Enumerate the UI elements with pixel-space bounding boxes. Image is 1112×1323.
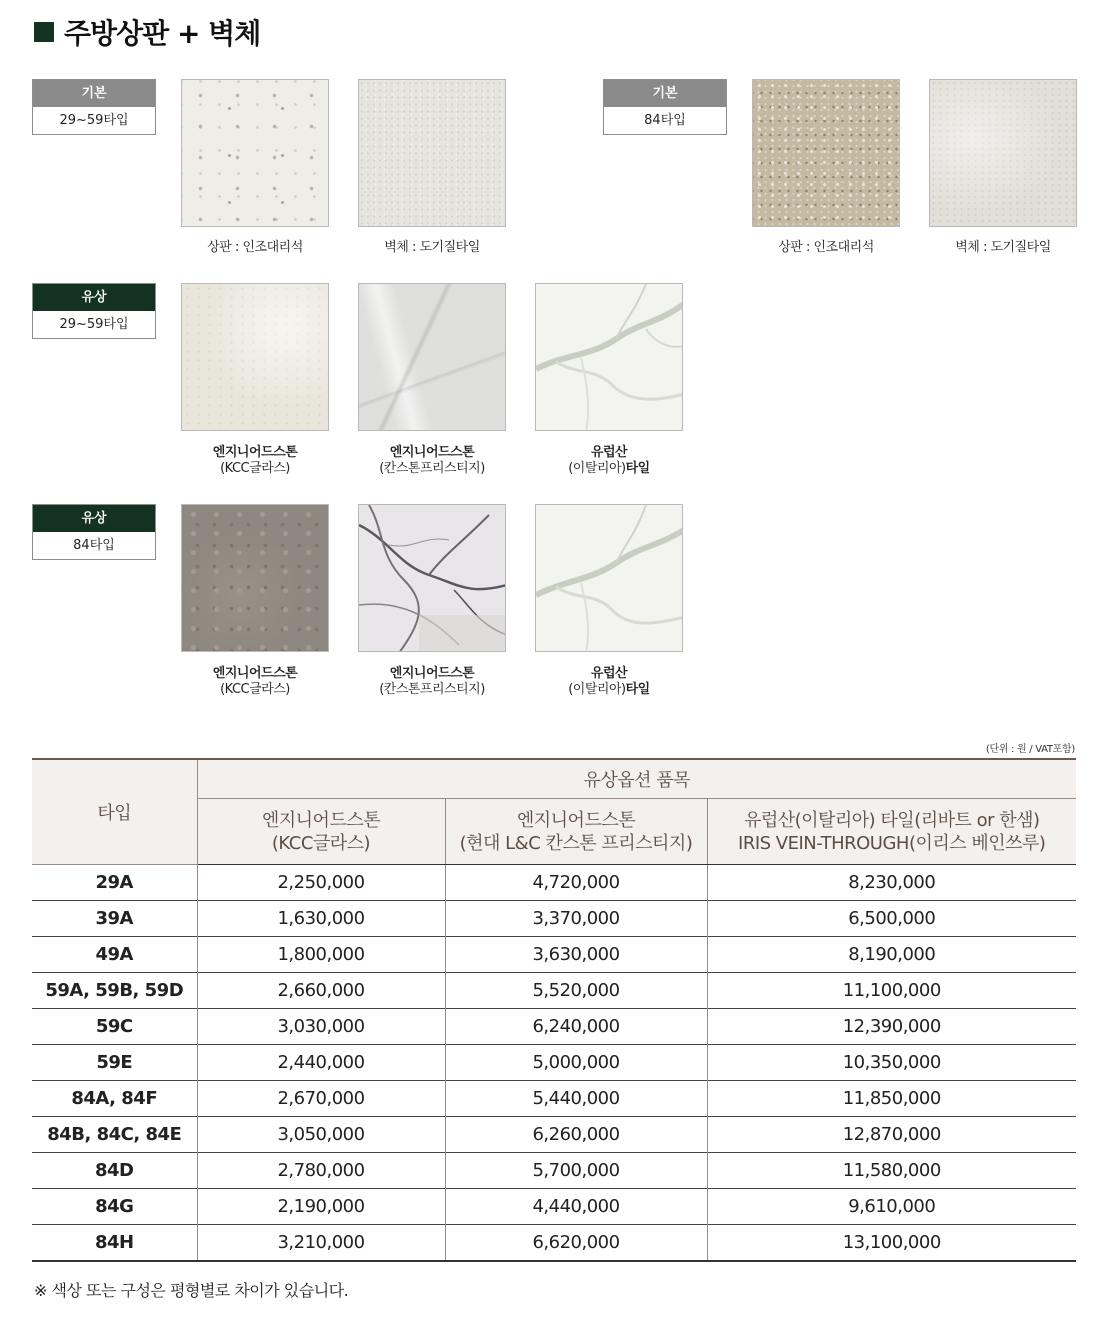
- price-cell: 8,230,000: [848, 872, 936, 893]
- price-cell: 1,800,000: [197, 937, 445, 973]
- swatch-wall-ceramic-tile: [929, 79, 1077, 227]
- unit-note: (단위 : 원 / VAT포함): [985, 744, 1075, 755]
- swatch-countertop-artificial-marble: [752, 79, 900, 227]
- footnote: ※ 색상 또는 구성은 평형별로 차이가 있습니다.: [34, 1281, 349, 1300]
- badge-type: 29~59타입: [59, 113, 129, 128]
- price-cell: 6,500,000: [707, 901, 1076, 937]
- price-cell: 5,440,000: [445, 1081, 707, 1117]
- price-cell: 2,670,000: [197, 1081, 445, 1117]
- price-cell: 2,250,000: [197, 865, 445, 901]
- swatch-caption: 벽체 : 도기질타일: [955, 240, 1051, 255]
- price-cell: 6,620,000: [445, 1225, 707, 1262]
- price-cell: 3,630,000: [445, 937, 707, 973]
- column-header: 유럽산(이탈리아) 타일(리바트 or 한샘) IRIS VEIN-THROUGH(이리스 베인쓰루): [707, 799, 1076, 865]
- price-cell: 3,050,000: [197, 1117, 445, 1153]
- price-cell: 5,000,000: [445, 1045, 707, 1081]
- price-cell: 12,390,000: [707, 1009, 1076, 1045]
- type-cell: 84H: [32, 1225, 197, 1262]
- marble-vein-pattern: [359, 505, 506, 652]
- price-cell: 11,100,000: [707, 973, 1076, 1009]
- swatch-caption: 엔지니어드스톤 (칸스톤프리스티지): [379, 666, 485, 697]
- type-cell: 84G: [32, 1189, 197, 1225]
- price-cell: 11,580,000: [707, 1153, 1076, 1189]
- price-cell: 4,440,000: [445, 1189, 707, 1225]
- badge-label: 기본: [33, 80, 155, 107]
- price-cell: 4,720,000: [445, 865, 707, 901]
- page-title: [34, 12, 260, 52]
- type-cell: 84A, 84F: [32, 1081, 197, 1117]
- table-row: [32, 1009, 1076, 1045]
- swatch-engineered-stone-kcc: [181, 283, 329, 431]
- swatch-wall-ceramic-tile: [358, 79, 506, 227]
- badge-basic-84: [603, 79, 727, 135]
- swatch-engineered-stone-kcc: [181, 504, 329, 652]
- price-cell: 11,850,000: [707, 1081, 1076, 1117]
- swatch-caption: 엔지니어드스톤 (KCC글라스): [212, 666, 298, 697]
- price-cell: 6,260,000: [445, 1117, 707, 1153]
- type-cell: 59E: [32, 1045, 197, 1081]
- swatch-caption: 유럽산 (이탈리아)타일: [568, 445, 650, 476]
- table-row: [32, 973, 1076, 1009]
- table-row: [32, 865, 1076, 901]
- group-header: 유상옵션 품목: [197, 759, 1076, 799]
- swatch-caption: 상판 : 인조대리석: [778, 240, 874, 255]
- table-row: [32, 1189, 1076, 1225]
- table-row: [32, 1153, 1076, 1189]
- badge-type: 29~59타입: [59, 317, 129, 332]
- badge-basic-29-59: [32, 79, 156, 135]
- swatch-countertop-artificial-marble: [181, 79, 329, 227]
- type-cell: 84B, 84C, 84E: [32, 1117, 197, 1153]
- column-header: 엔지니어드스톤 (현대 L&C 칸스톤 프리스티지): [445, 799, 707, 865]
- badge-type: 84타입: [73, 538, 115, 553]
- type-column-header: 타입: [32, 759, 197, 865]
- marble-vein-pattern: [536, 505, 683, 652]
- table-row: [32, 1081, 1076, 1117]
- badge-paid-84: [32, 504, 156, 560]
- swatch-caption: 상판 : 인조대리석: [207, 240, 303, 255]
- table-row: [32, 901, 1076, 937]
- swatch-caption: 엔지니어드스톤 (KCC글라스): [212, 445, 298, 476]
- price-cell: 2,660,000: [197, 973, 445, 1009]
- price-cell: 3,210,000: [197, 1225, 445, 1262]
- type-cell: 39A: [32, 901, 197, 937]
- marble-vein-pattern: [536, 284, 683, 431]
- type-cell: 49A: [32, 937, 197, 973]
- page-title-text: 주방상판 + 벽체: [64, 17, 261, 50]
- table-row: [32, 937, 1076, 973]
- swatch-engineered-stone-canstone: [358, 504, 506, 652]
- type-cell: 29A: [32, 865, 197, 901]
- badge-type: 84타입: [644, 113, 686, 128]
- swatch-caption: 유럽산 (이탈리아)타일: [568, 666, 650, 697]
- price-cell: 8,190,000: [707, 937, 1076, 973]
- column-header: 엔지니어드스톤 (KCC글라스): [197, 799, 445, 865]
- type-cell: 59A, 59B, 59D: [32, 973, 197, 1009]
- price-cell: 3,370,000: [445, 901, 707, 937]
- price-cell: 5,520,000: [445, 973, 707, 1009]
- price-cell: 10,350,000: [707, 1045, 1076, 1081]
- swatch-engineered-stone-canstone: [358, 283, 506, 431]
- price-table: [32, 758, 1076, 1262]
- price-cell: 2,780,000: [197, 1153, 445, 1189]
- table-row: [32, 1225, 1076, 1262]
- price-cell: 6,240,000: [445, 1009, 707, 1045]
- badge-paid-29-59: [32, 283, 156, 339]
- type-cell: 59C: [32, 1009, 197, 1045]
- price-cell: 12,870,000: [707, 1117, 1076, 1153]
- swatch-caption: 벽체 : 도기질타일: [384, 240, 480, 255]
- badge-label: 기본: [604, 80, 726, 107]
- type-cell: 84D: [32, 1153, 197, 1189]
- swatch-caption: 엔지니어드스톤 (칸스톤프리스티지): [379, 445, 485, 476]
- price-cell: 13,100,000: [707, 1225, 1076, 1262]
- swatch-european-italian-tile: [535, 283, 683, 431]
- table-row: [32, 1117, 1076, 1153]
- price-cell: 2,440,000: [197, 1045, 445, 1081]
- badge-label: 유상: [33, 505, 155, 532]
- price-cell: 2,190,000: [197, 1189, 445, 1225]
- price-cell: 9,610,000: [707, 1189, 1076, 1225]
- table-row: [32, 1045, 1076, 1081]
- price-table-body: [32, 865, 1076, 1262]
- price-cell: 1,630,000: [197, 901, 445, 937]
- badge-label: 유상: [33, 284, 155, 311]
- title-square-icon: [34, 22, 54, 42]
- price-cell: 3,030,000: [197, 1009, 445, 1045]
- price-cell: 5,700,000: [445, 1153, 707, 1189]
- swatch-european-italian-tile: [535, 504, 683, 652]
